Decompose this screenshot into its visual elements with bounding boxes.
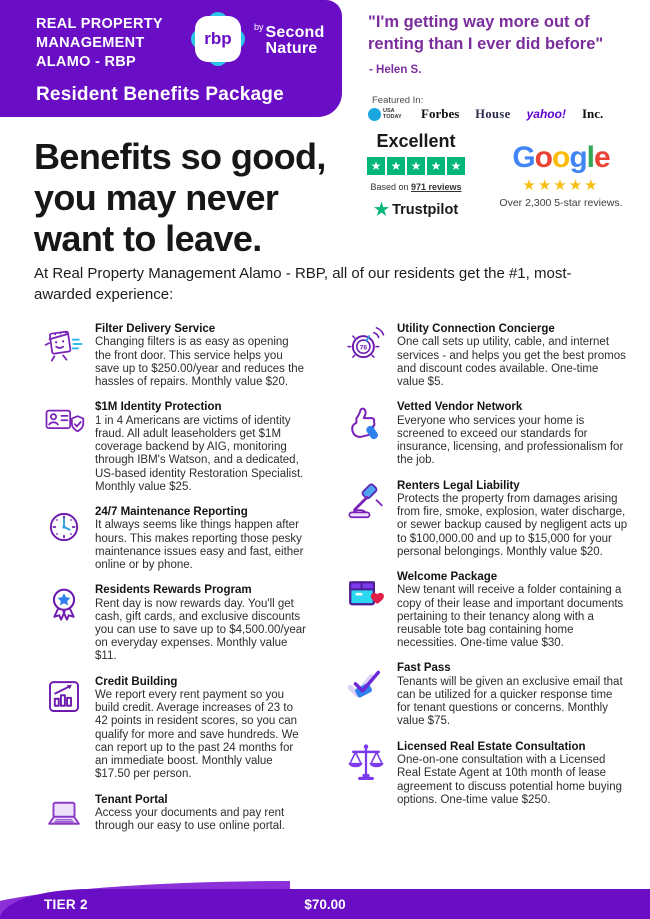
thermostat-dial-icon bbox=[340, 322, 392, 389]
benefit-title: Utility Connection Concierge bbox=[397, 323, 555, 335]
benefit-title: $1M Identity Protection bbox=[95, 401, 222, 414]
yahoo-logo: yahoo! bbox=[526, 107, 566, 121]
second-nature-logo bbox=[254, 22, 325, 57]
trustpilot-review-widget bbox=[352, 131, 480, 218]
benefit-credit-building bbox=[38, 675, 306, 782]
benefit-title: Tenant Portal bbox=[95, 793, 168, 806]
hero-headline bbox=[34, 136, 326, 259]
benefit-description: New tenant will receive a folder containing a copy of their lease and important documents pertaining to their tenancy along with a reusable tote bag containing home necessities. One-time value $30. bbox=[397, 584, 624, 650]
award-medal-icon bbox=[38, 583, 90, 663]
trustpilot-review-count bbox=[352, 182, 480, 192]
inc-logo: Inc. bbox=[581, 106, 604, 121]
google-letter: g bbox=[569, 141, 587, 174]
google-letter: e bbox=[593, 141, 610, 174]
google-logo bbox=[483, 143, 639, 173]
trustpilot-star-icon: ★ bbox=[407, 157, 425, 175]
benefit-title: Credit Building bbox=[95, 675, 178, 688]
featured-in-label: Featured In: bbox=[372, 95, 424, 106]
scales-of-justice-icon bbox=[340, 740, 392, 807]
gift-box-heart-icon bbox=[340, 570, 392, 650]
testimonial-attribution: - Helen S. bbox=[369, 64, 422, 76]
benefit-title: Vetted Vendor Network bbox=[397, 401, 523, 414]
benefit-description: Changing filters is as easy as opening the front door. This service helps you save up to $250.00/year and reduces the hassles of repairs. Monthly value $20. bbox=[95, 336, 305, 389]
package-title: Resident Benefits Package bbox=[36, 84, 284, 105]
benefit-title: Welcome Package bbox=[397, 570, 498, 583]
benefit-description: We report every rent payment so you build credit. Average increases of 23 to 42 points in resident scores, so you can qualify for more and save hundreds. We can report up to the past 24 months for an immediate boost. Monthly value $17.50 per person. bbox=[95, 689, 299, 781]
benefit-tenant-portal bbox=[38, 793, 306, 836]
trustpilot-wordmark: Trustpilot bbox=[392, 201, 459, 218]
benefit-vetted-vendors bbox=[340, 400, 628, 467]
price-label: $70.00 bbox=[304, 897, 346, 912]
benefit-real-estate-consult bbox=[340, 740, 628, 807]
trustpilot-stars bbox=[352, 157, 480, 175]
benefit-welcome-package bbox=[340, 570, 628, 650]
benefit-title: Fast Pass bbox=[397, 662, 451, 675]
brand-line: Second bbox=[265, 24, 325, 41]
benefit-maintenance-reporting bbox=[38, 505, 306, 572]
headline-line: want to leave. bbox=[34, 218, 262, 260]
google-letter: l bbox=[586, 141, 594, 174]
house-beautiful-logo: House bbox=[475, 106, 511, 121]
headline-line: you may never bbox=[34, 177, 279, 219]
clock-icon bbox=[38, 505, 90, 572]
trustpilot-star-icon: ★ bbox=[427, 157, 445, 175]
trustpilot-logo bbox=[352, 201, 480, 218]
usa-today-logo bbox=[368, 108, 405, 121]
company-name-line: ALAMO - RBP bbox=[36, 54, 136, 71]
brand-line: Nature bbox=[265, 39, 318, 57]
forbes-logo: Forbes bbox=[421, 106, 460, 121]
benefit-title: Filter Delivery Service bbox=[95, 323, 216, 335]
headline-line: Benefits so good, bbox=[34, 136, 326, 177]
benefit-title: 24/7 Maintenance Reporting bbox=[95, 505, 248, 518]
featured-logos-row bbox=[368, 106, 643, 122]
benefit-description: Everyone who services your home is screened to exceed our standards for insurance, licensing, and professionalism for the job. bbox=[397, 414, 624, 467]
benefit-filter-delivery bbox=[38, 322, 306, 389]
tier-label: TIER 2 bbox=[44, 897, 88, 912]
benefit-rewards-program bbox=[38, 583, 306, 663]
benefit-identity-protection bbox=[38, 400, 306, 494]
company-name-line: MANAGEMENT bbox=[36, 35, 145, 52]
filter-delivery-icon bbox=[38, 322, 90, 389]
company-name bbox=[36, 15, 163, 72]
trustpilot-logo-star-icon: ★ bbox=[373, 200, 390, 219]
google-review-widget bbox=[483, 143, 639, 209]
benefit-description: Protects the property from damages arising from fire, smoke, explosion, water discharge, or sewer backup caused by negligent acts up to $100,000.00 and up to $15,000 for your personal belongings. Monthly value $20. bbox=[397, 492, 628, 558]
google-letter: o bbox=[534, 141, 552, 174]
google-letter: G bbox=[512, 141, 535, 174]
based-on-label: Based on bbox=[370, 182, 411, 192]
trustpilot-rating-label: Excellent bbox=[376, 131, 456, 151]
logo-by-label: by bbox=[254, 22, 264, 32]
bar-chart-growth-icon bbox=[38, 675, 90, 782]
footer-bar bbox=[0, 873, 650, 919]
benefit-utility-concierge bbox=[340, 322, 628, 389]
checkmark-ticket-icon bbox=[340, 661, 392, 728]
benefit-description: Rent day is now rewards day. You'll get cash, gift cards, and exclusive discounts you can use to save up to $4,500.00/year on everyday expenses. Monthly value $11. bbox=[95, 597, 306, 663]
svg-text:76: 76 bbox=[359, 344, 368, 352]
trustpilot-star-icon: ★ bbox=[447, 157, 465, 175]
usa-today-label: USA TODAY bbox=[383, 107, 402, 120]
benefit-description: It always seems like things happen after hours. This makes reporting those pesky maintenance issues easy and fast, either online or by phone. bbox=[95, 519, 304, 571]
rbp-logo bbox=[192, 13, 244, 65]
benefit-description: One-on-one consultation with a Licensed Real Estate Agent at 10th month of lease agreement to discuss potential home buying options. One-time value $250. bbox=[397, 754, 623, 806]
benefit-description: Access your documents and pay rent through our easy to use online portal. bbox=[95, 806, 285, 833]
google-letter: o bbox=[551, 141, 570, 174]
id-shield-icon bbox=[38, 400, 90, 494]
benefit-title: Renters Legal Liability bbox=[397, 479, 520, 492]
benefit-description: One call sets up utility, cable, and internet services - and helps you get the best promos and discount codes available. One-time value $5. bbox=[397, 336, 626, 389]
header-banner bbox=[0, 0, 342, 117]
benefit-description: Tenants will be given an exclusive email that can be utilized for a quicker response time for tenant questions or concerns. Monthly value $75. bbox=[397, 675, 623, 728]
company-name-line: REAL PROPERTY bbox=[36, 16, 163, 32]
hero-intro-text: At Real Property Management Alamo - RBP, all of our residents get the #1, most-awarded experience: bbox=[34, 265, 572, 303]
thumbs-up-icon bbox=[340, 400, 392, 467]
trustpilot-star-icon: ★ bbox=[367, 157, 385, 175]
benefit-description: 1 in 4 Americans are victims of identity fraud. All adult leaseholders get $1M coverage backend by AIG, monitoring through IBM's Watson, and a dedicated, US-based identity Restoration Specialist. Monthly value $25. bbox=[95, 414, 304, 493]
benefits-column-left bbox=[38, 322, 306, 847]
google-review-caption: Over 2,300 5-star reviews. bbox=[499, 197, 623, 209]
google-stars-icon: ★★★★★ bbox=[522, 177, 600, 194]
benefit-title: Licensed Real Estate Consultation bbox=[397, 740, 586, 753]
rbp-logo-badge: rbp bbox=[195, 16, 241, 62]
second-nature-wordmark bbox=[266, 25, 325, 56]
testimonial-quote: "I'm getting way more out of renting than I ever did before" bbox=[368, 13, 604, 53]
review-count-value: 971 reviews bbox=[410, 182, 462, 192]
gavel-icon bbox=[340, 479, 392, 559]
benefit-title: Residents Rewards Program bbox=[95, 584, 252, 597]
usa-today-circle-icon bbox=[368, 108, 381, 121]
benefit-fast-pass bbox=[340, 661, 628, 728]
laptop-icon bbox=[38, 793, 90, 836]
trustpilot-star-icon: ★ bbox=[387, 157, 405, 175]
benefit-renters-liability bbox=[340, 479, 628, 559]
benefits-column-right bbox=[340, 322, 628, 818]
